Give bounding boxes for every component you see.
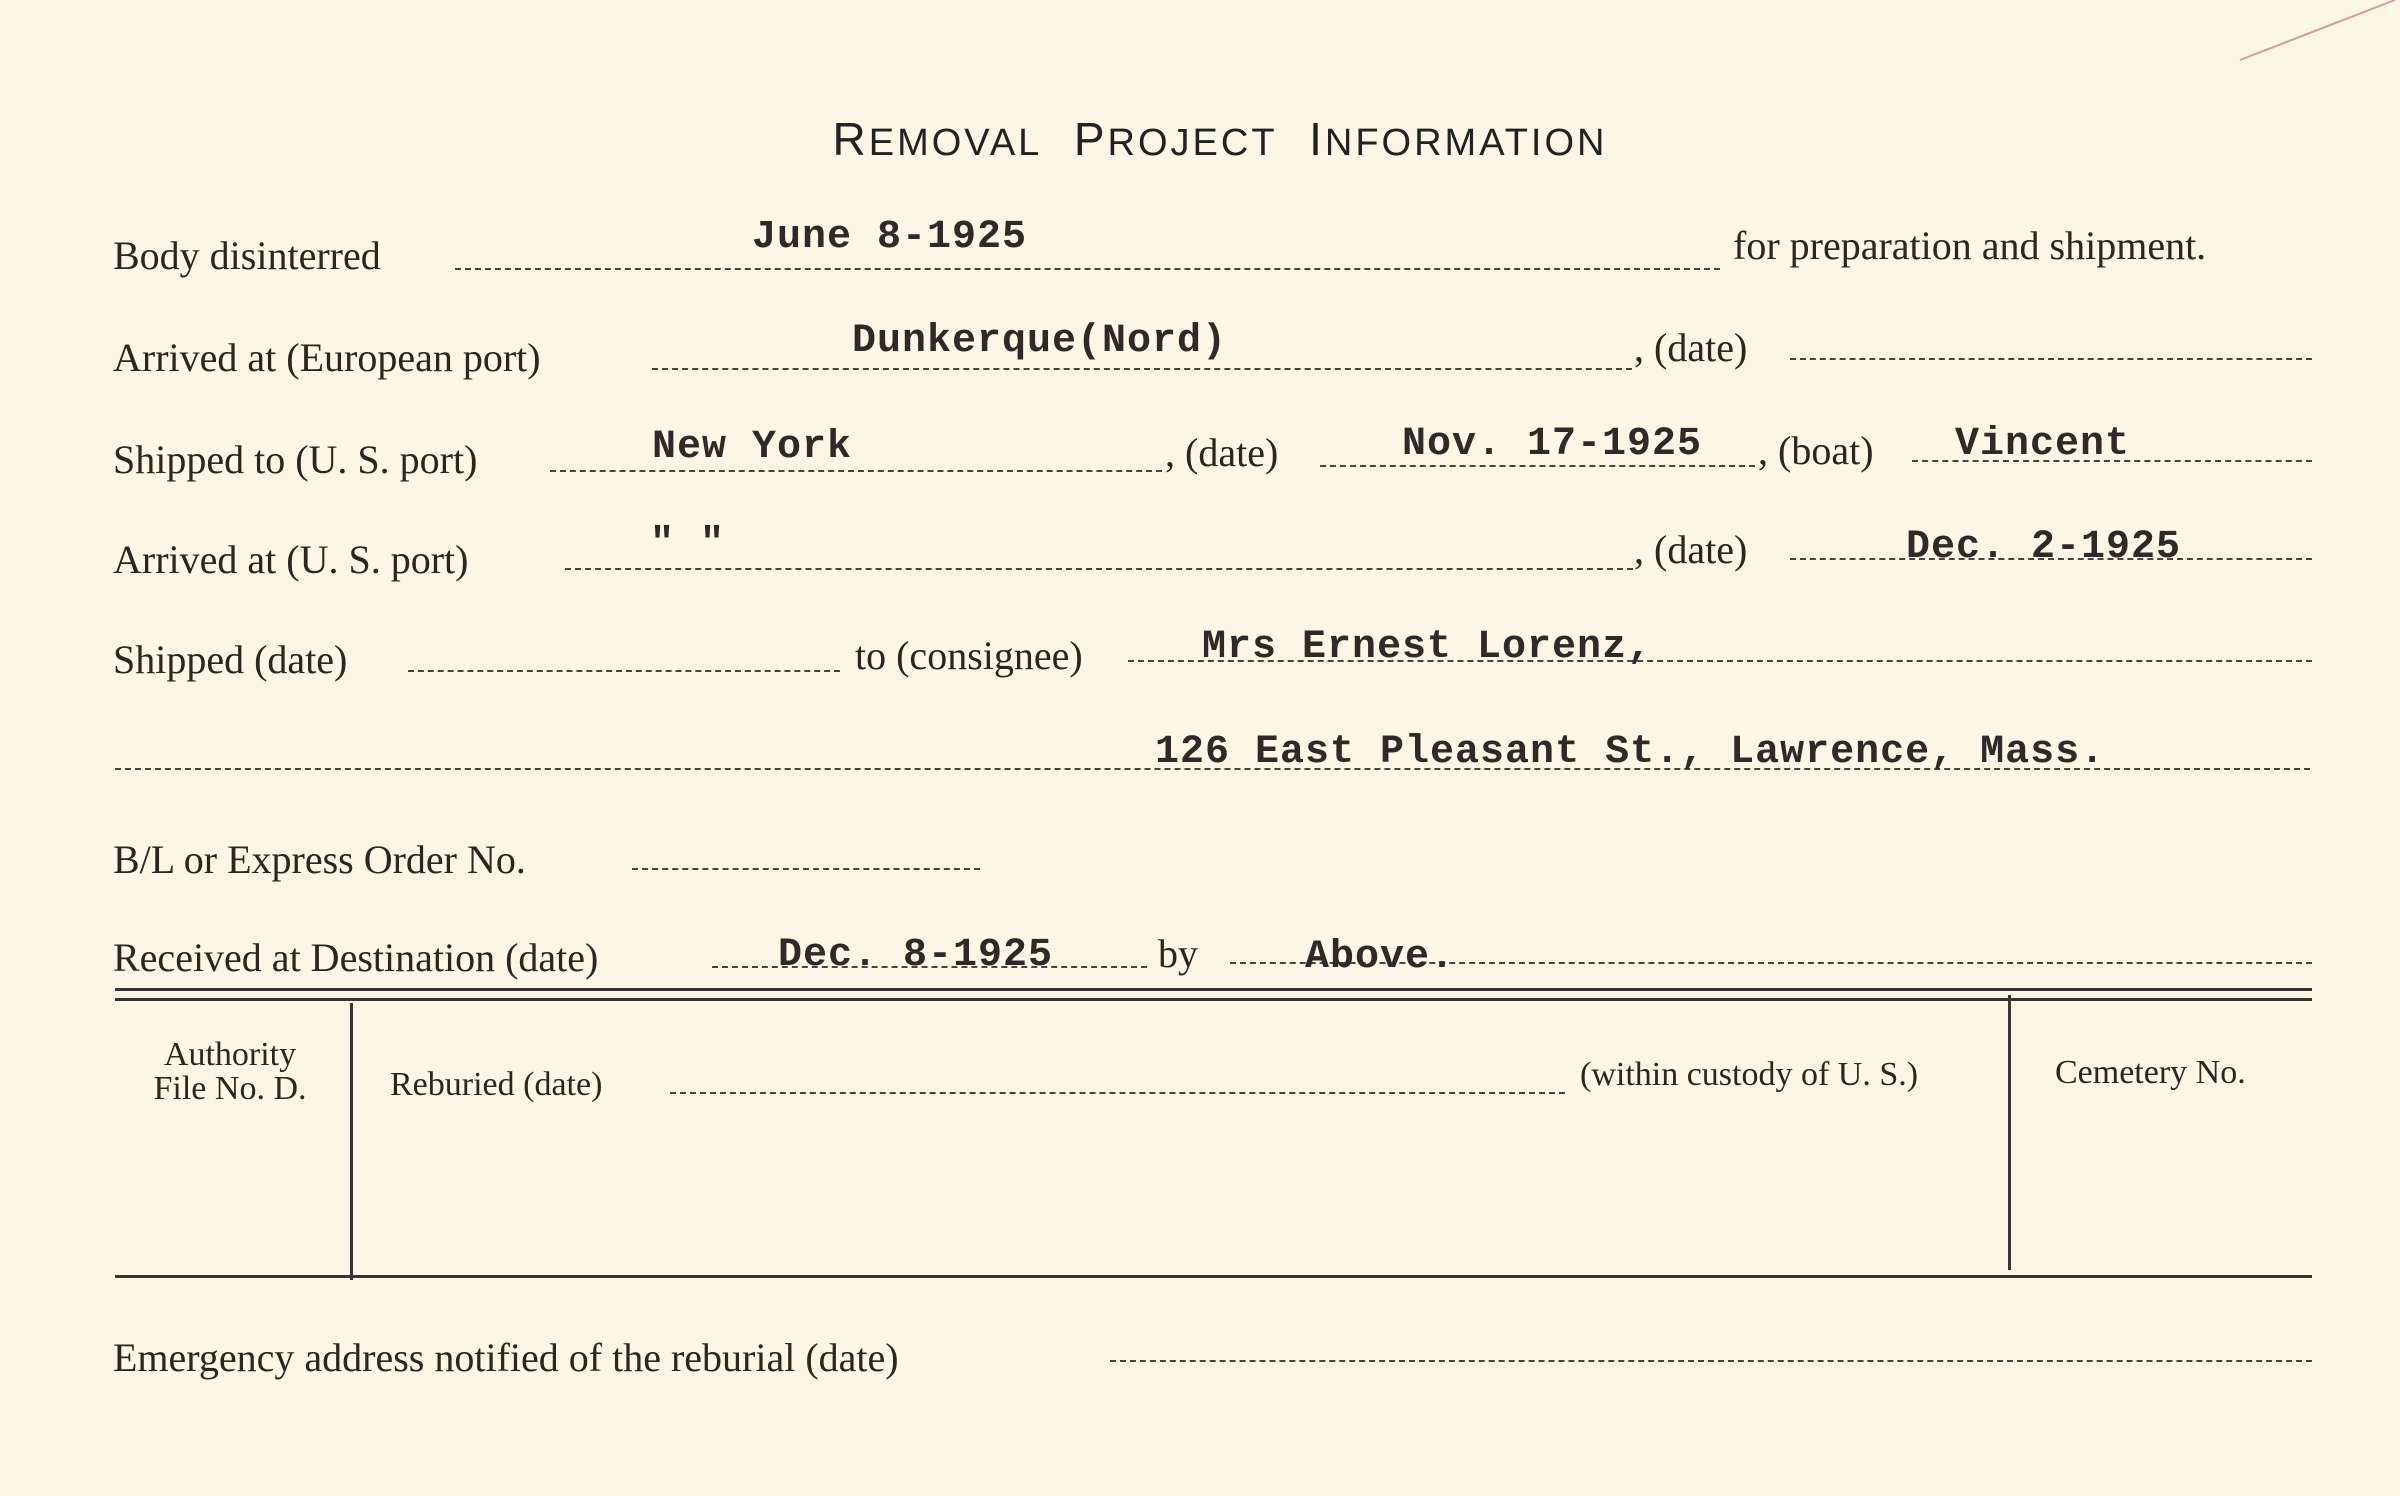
line-arrived-us-port	[565, 568, 1633, 570]
divider-left	[350, 1003, 353, 1280]
line-emergency	[1110, 1360, 2312, 1362]
double-rule-top	[115, 988, 2312, 991]
value-received-date: Dec. 8-1925	[778, 933, 1054, 978]
label-authority: Authority	[163, 1036, 297, 1073]
pencil-mark	[2220, 0, 2400, 80]
divider-right	[2008, 995, 2011, 1270]
label-within-custody: (within custody of U. S.)	[1580, 1056, 1919, 1093]
label-arrived-us: Arrived at (U. S. port)	[113, 537, 469, 582]
label-reburied: Reburied (date)	[390, 1066, 603, 1103]
value-arrived-us-port: " "	[650, 522, 726, 567]
label-shipped-to-us: Shipped to (U. S. port)	[113, 437, 478, 482]
label-european-date: , (date)	[1634, 325, 1748, 370]
label-bl-order: B/L or Express Order No.	[113, 837, 526, 882]
label-by: by	[1158, 931, 1198, 976]
label-received-destination: Received at Destination (date)	[113, 935, 599, 980]
line-european-port	[652, 368, 1632, 370]
label-arrived-european: Arrived at (European port)	[113, 335, 541, 380]
value-us-port: New York	[652, 425, 853, 470]
label-for-preparation: for preparation and shipment.	[1733, 223, 2207, 268]
value-consignee-address: 126 East Pleasant St., Lawrence, Mass.	[1155, 730, 2106, 775]
line-european-date	[1790, 358, 2312, 360]
line-reburied	[670, 1092, 1565, 1094]
label-emergency: Emergency address notified of the reburial (date)	[113, 1335, 899, 1380]
label-cemetery-no: Cemetery No.	[2055, 1054, 2246, 1091]
label-body-disinterred: Body disinterred	[113, 233, 381, 278]
double-rule-bottom	[115, 998, 2312, 1001]
label-file-no: File No. D.	[153, 1070, 307, 1107]
label-boat: , (boat)	[1758, 428, 1874, 473]
line-disinterred	[455, 268, 1720, 270]
value-arrived-us-date: Dec. 2-1925	[1906, 525, 2182, 570]
line-shipped-date	[408, 670, 840, 672]
value-ship-date: Nov. 17-1925	[1402, 422, 1703, 467]
value-european-port: Dunkerque(Nord)	[852, 319, 1228, 364]
label-shipped-date: Shipped (date)	[113, 637, 348, 682]
line-us-port	[550, 470, 1162, 472]
value-disinterred-date: June 8-1925	[752, 215, 1028, 260]
box-bottom-rule	[115, 1275, 2312, 1278]
card-title: REMOVAL PROJECT INFORMATION	[832, 113, 1608, 165]
label-ship-date: , (date)	[1165, 430, 1279, 475]
label-arrived-us-date: , (date)	[1634, 527, 1748, 572]
value-received-by: Above.	[1305, 935, 1456, 980]
value-boat: Vincent	[1955, 422, 2131, 467]
line-bl-order	[632, 868, 980, 870]
label-to-consignee: to (consignee)	[855, 633, 1083, 678]
value-consignee-name: Mrs Ernest Lorenz,	[1202, 625, 1653, 670]
